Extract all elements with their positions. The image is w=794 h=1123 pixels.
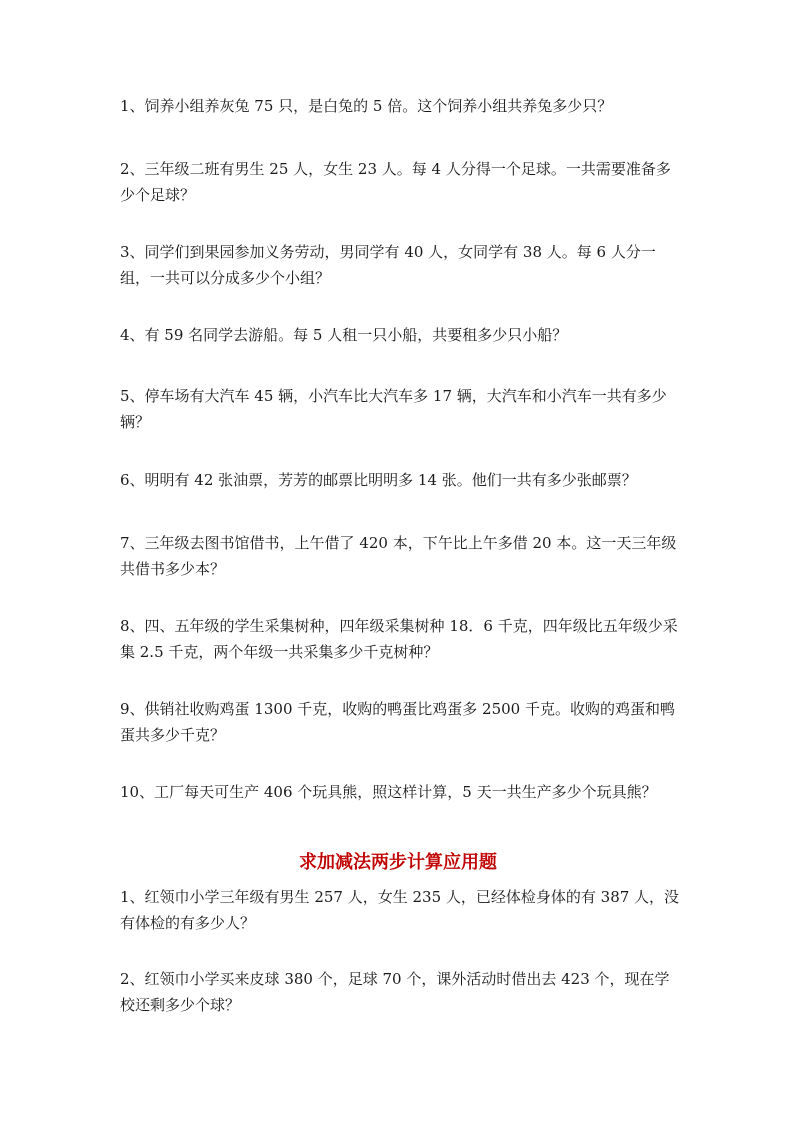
question-3: 3、同学们到果园参加义务劳动，男同学有 40 人，女同学有 38 人。每 6 人分一组，一共可以分成多少个小组？ xyxy=(120,243,656,287)
question-8: 8、四、五年级的学生采集树种，四年级采集树种 18．6 千克，四年级比五年级少采集 2.5 千克，两个年级一共采集多少千克树种？ xyxy=(120,617,678,661)
question-2: 2、三年级二班有男生 25 人，女生 23 人。每 4 人分得一个足球。一共需要准备多少个足球？ xyxy=(120,160,671,204)
question-4: 4、有 59 名同学去游船。每 5 人租一只小船，共要租多少只小船？ xyxy=(120,326,568,344)
question-7: 7、三年级去图书馆借书，上午借了 420 本，下午比上午多借 20 本。这一天三年级共借书多少本？ xyxy=(120,534,677,578)
question-10: 10、工厂每天可生产 406 个玩具熊，照这样计算，5 天一共生产多少个玩具熊？ xyxy=(120,783,657,801)
question-6: 6、明明有 42 张油票，芳芳的邮票比明明多 14 张。他们一共有多少张邮票？ xyxy=(120,471,637,489)
section2-question-2: 2、红领巾小学买来皮球 380 个，足球 70 个，课外活动时借出去 423 个，现在学校还剩多少个球？ xyxy=(120,970,670,1014)
section2-question-1: 1、红领巾小学三年级有男生 257 人，女生 235 人，已经体检身体的有 387 人，没有体检的有多少人？ xyxy=(120,888,680,932)
question-5: 5、停车场有大汽车 45 辆，小汽车比大汽车多 17 辆，大汽车和小汽车一共有多少辆？ xyxy=(120,387,667,431)
question-1: 1、饲养小组养灰兔 75 只，是白兔的 5 倍。这个饲养小组共养兔多少只？ xyxy=(120,97,613,115)
section-title: 求加减法两步计算应用题 xyxy=(299,852,497,873)
question-9: 9、供销社收购鸡蛋 1300 千克，收购的鸭蛋比鸡蛋多 2500 千克。收购的鸡蛋和鸭蛋共多少千克？ xyxy=(120,700,675,744)
